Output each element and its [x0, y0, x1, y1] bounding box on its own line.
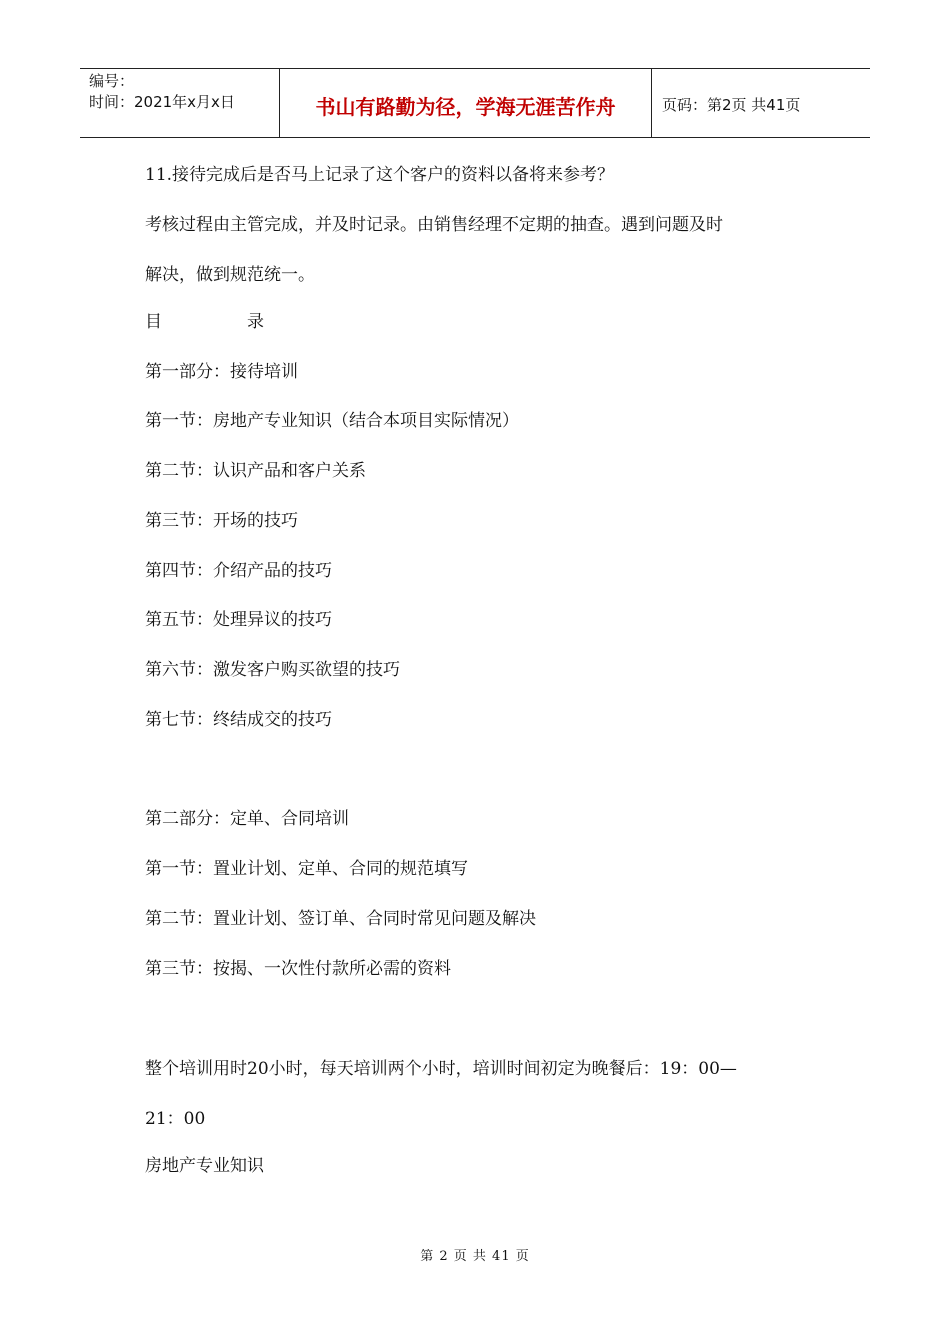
- document-date: 时间：2021年x月x日: [89, 93, 235, 111]
- toc-item: 第四节：介绍产品的技巧: [145, 561, 332, 581]
- document-header: [80, 68, 870, 138]
- body-line: 考核过程由主管完成，并及时记录。由销售经理不定期的抽查。遇到问题及时: [145, 215, 723, 235]
- header-page-info: 页码：第2页 共41页: [662, 95, 801, 114]
- toc-item: 第二节：置业计划、签订单、合同时常见问题及解决: [145, 909, 536, 929]
- toc-item: 第三节：按揭、一次性付款所必需的资料: [145, 959, 451, 979]
- toc-title: 目 录: [145, 312, 264, 332]
- toc-item: 第一节：置业计划、定单、合同的规范填写: [145, 859, 468, 879]
- section-heading: 房地产专业知识: [145, 1156, 264, 1176]
- body-line: 解决，做到规范统一。: [145, 265, 315, 285]
- toc-part: 第一部分：接待培训: [145, 362, 298, 382]
- toc-item: 第七节：终结成交的技巧: [145, 710, 332, 730]
- page-footer: 第 2 页 共 41 页: [420, 1249, 530, 1264]
- toc-part: 第二部分：定单、合同培训: [145, 809, 349, 829]
- body-line: 11.接待完成后是否马上记录了这个客户的资料以备将来参考？: [145, 165, 615, 185]
- toc-item: 第一节：房地产专业知识（结合本项目实际情况）: [145, 411, 519, 431]
- toc-item: 第二节：认识产品和客户关系: [145, 461, 366, 481]
- toc-item: 第五节：处理异议的技巧: [145, 610, 332, 630]
- body-line: 21：00: [145, 1109, 206, 1129]
- toc-item: 第六节：激发客户购买欲望的技巧: [145, 660, 400, 680]
- header-meta: [80, 69, 280, 137]
- toc-item: 第三节：开场的技巧: [145, 511, 298, 531]
- body-line: 整个培训用时20小时，每天培训两个小时，培训时间初定为晚餐后：19：00—: [145, 1059, 737, 1079]
- document-number-label: 编号：: [89, 72, 135, 90]
- header-motto: 书山有路勤为径，学海无涯苦作舟: [280, 69, 652, 137]
